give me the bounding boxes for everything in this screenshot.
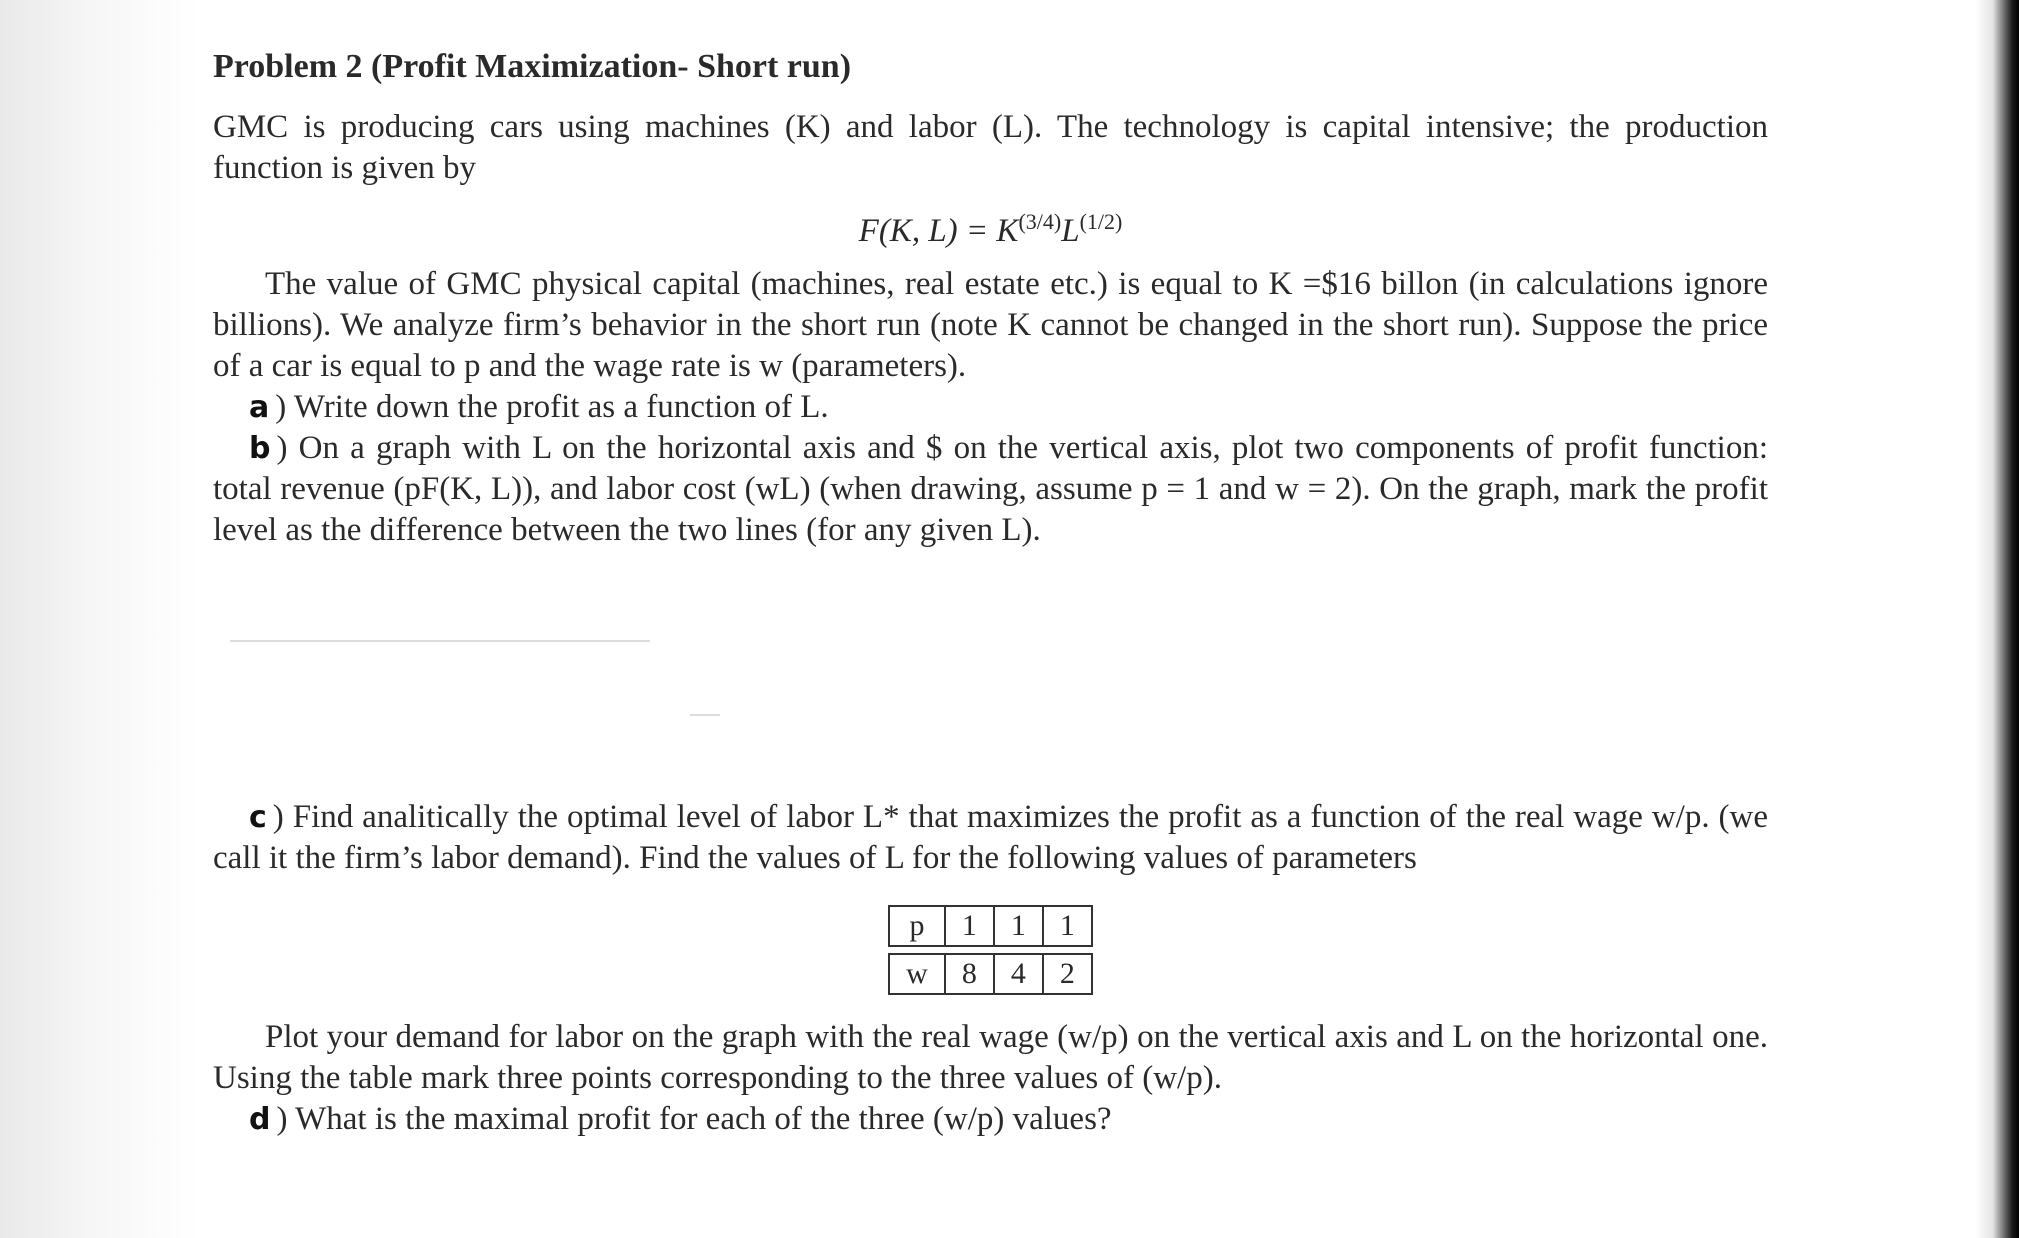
table-cell: 2 [1044, 953, 1093, 995]
production-function-formula [213, 201, 1768, 252]
table-cell: 4 [995, 953, 1044, 995]
table-cell: 1 [1044, 905, 1093, 947]
part-d [213, 1099, 1768, 1140]
formula-exponent-k: (3/4) [1018, 209, 1062, 234]
formula-lhs: F(K, L) = K [858, 213, 1019, 249]
formula-l: L [1061, 213, 1080, 249]
scan-shadow-right [1975, 0, 2019, 1238]
formula-exponent-l: (1/2) [1079, 209, 1123, 234]
parameter-table [888, 899, 1093, 1001]
faint-erased-line [230, 640, 650, 642]
table-cell: 8 [946, 953, 995, 995]
part-b [213, 428, 1768, 551]
faint-erased-mark [690, 714, 720, 716]
table-cell: p [888, 905, 946, 947]
capital-paragraph: The value of GMC physical capital (machines, real estate etc.) is equal to K =$16 billon (in calculations ignore billions). We analyze firm’s behavior in the short run (note K cannot be changed in the short run). Suppose the price of a car is equal to p and the wage rate is w (parameters). [213, 266, 1768, 384]
blank-answer-space [213, 551, 1768, 797]
part-d-label: d [249, 1102, 271, 1137]
part-a [213, 387, 1768, 428]
table-cell: w [888, 953, 946, 995]
table-row-p [888, 905, 1093, 947]
table-row-w [888, 953, 1093, 995]
problem-title: Problem 2 (Profit Maximization- Short run) [213, 48, 852, 85]
problem-page [213, 40, 1768, 1140]
part-c [213, 797, 1768, 879]
part-d-text: ) What is the maximal profit for each of the three (w/p) values? [276, 1101, 1112, 1137]
table-cell: 1 [946, 905, 995, 947]
table-cell: 1 [995, 905, 1044, 947]
intro-paragraph: GMC is producing cars using machines (K) and labor (L). The technology is capital intensive; the production function is given by [213, 109, 1768, 186]
part-b-text: ) On a graph with L on the horizontal axis and $ on the vertical axis, plot two components of profit function: total revenue (pF(K, L)), and labor cost (wL) (when drawing, assume p = 1 and w = 2). On the graph, mark the profit level as the difference between the two lines (for any given L). [213, 430, 1768, 548]
part-a-label: a [249, 390, 270, 425]
part-c-label: c [249, 800, 267, 835]
parameter-table-wrapper [213, 899, 1768, 1001]
part-c-text: ) Find analitically the optimal level of labor L* that maximizes the profit as a function of the real wage w/p. (we call it the firm’s labor demand). Find the values of L for the following values of parameters [213, 799, 1768, 876]
scan-shadow-left [0, 0, 200, 1238]
plot-paragraph: Plot your demand for labor on the graph with the real wage (w/p) on the vertical axis and L on the horizontal one. Using the table mark three points corresponding to the three values of (w/p). [213, 1019, 1768, 1096]
part-b-label: b [249, 431, 271, 466]
part-a-text: ) Write down the profit as a function of L. [275, 389, 829, 425]
